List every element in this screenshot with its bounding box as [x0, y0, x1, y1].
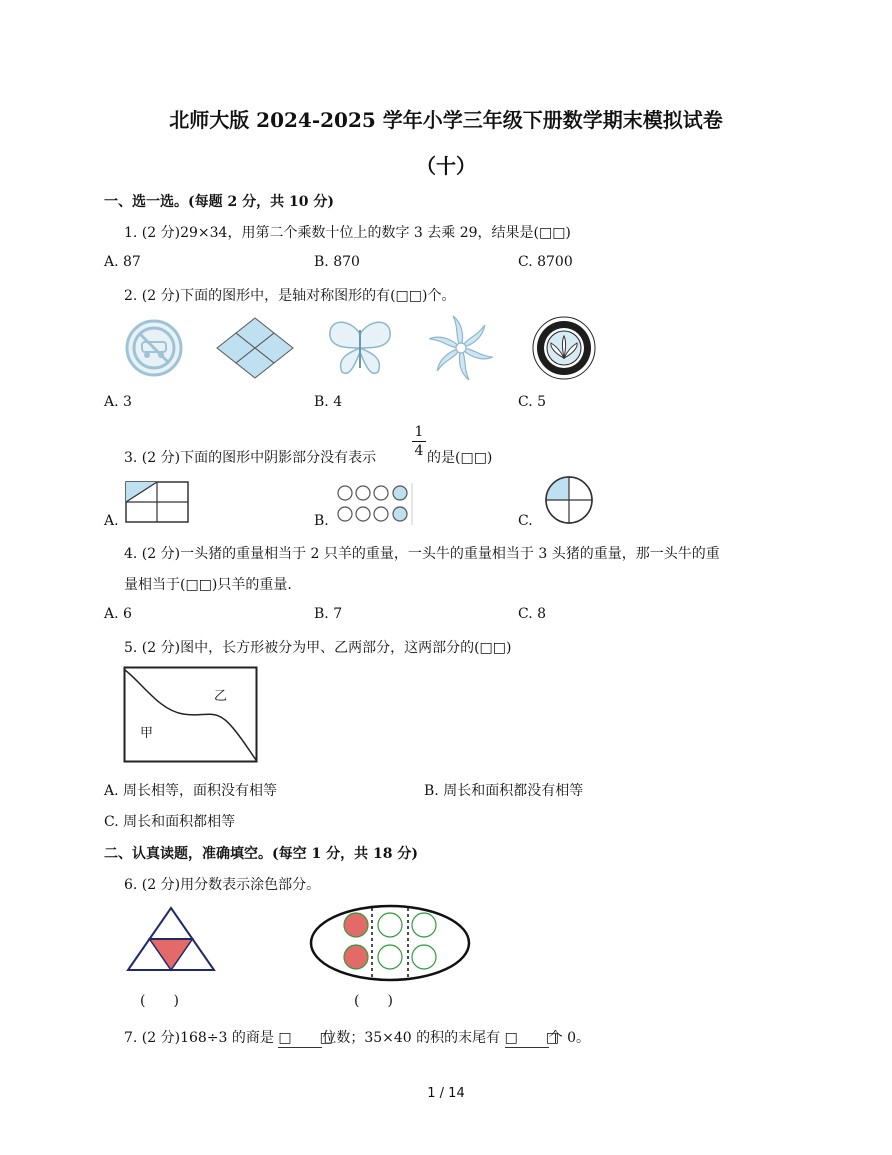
q1-option-a: A. 87 [104, 254, 141, 270]
q7-blank-1[interactable]: □ □ [278, 1027, 322, 1048]
q6-answer-paren-1[interactable]: ( ) [140, 993, 179, 1009]
q2-option-a: A. 3 [104, 394, 132, 410]
q3-fraction [412, 424, 426, 459]
question-3-start: 3. (2 分)下面的图形中阴影部分没有表示 [124, 450, 377, 466]
question-3-end: 的是(□□) [427, 450, 493, 466]
q7-part1: 7. (2 分)168÷3 的商是 [124, 1030, 274, 1046]
question-7 [124, 1027, 590, 1048]
pinwheel-flower-icon [429, 316, 492, 380]
q3-fraction-denominator: 4 [414, 443, 424, 459]
q2-option-b: B. 4 [314, 394, 343, 410]
q5-label-jia: 甲 [140, 726, 154, 741]
q7-part3: 个 0。 [548, 1030, 590, 1046]
q7-blank-2[interactable]: □ □ [505, 1027, 549, 1048]
q3-option-c: C. [518, 513, 533, 529]
page-number: 1 / 14 [427, 1086, 465, 1101]
q5-option-a: A. 周长相等，面积没有相等 [104, 783, 278, 799]
q4-option-b: B. 7 [314, 606, 343, 622]
q6-ellipse-figure [308, 903, 472, 987]
q3-figure-a [124, 480, 190, 528]
q3-figure-c [543, 474, 595, 530]
question-1: 1. (2 分)29×34，用第二个乘数十位上的数字 3 去乘 29，结果是(□□) [124, 225, 571, 241]
q3-figure-b [336, 483, 414, 529]
butterfly-icon [330, 322, 390, 373]
leaf-emblem-icon [533, 317, 595, 379]
page-subtitle: （十） [416, 154, 476, 178]
q6-triangle-figure [124, 904, 218, 978]
q6-answer-paren-2[interactable]: ( ) [354, 993, 393, 1009]
q5-option-c: C. 周长和面积都相等 [104, 814, 236, 830]
q5-label-yi: 乙 [214, 689, 228, 704]
page-title: 北师大版 2024-2025 学年小学三年级下册数学期末模拟试卷 [169, 108, 723, 132]
section-heading-2: 二、认真读题，准确填空。(每空 1 分，共 18 分) [104, 846, 418, 862]
q5-figure [123, 666, 259, 768]
rhombus-grid-icon [217, 318, 293, 378]
question-4-line1: 4. (2 分)一头猪的重量相当于 2 只羊的重量，一头牛的重量相当于 3 头猪的重量，那一头牛的重 [124, 546, 720, 562]
q2-option-c: C. 5 [518, 394, 547, 410]
q1-option-c: C. 8700 [518, 254, 573, 270]
question-4-line2: 量相当于(□□)只羊的重量. [124, 577, 292, 593]
question-2: 2. (2 分)下面的图形中，是轴对称图形的有(□□)个。 [124, 288, 456, 304]
q1-option-b: B. 870 [314, 254, 360, 270]
section-heading-1: 一、选一选。(每题 2 分，共 10 分) [104, 194, 334, 210]
no-car-sign-icon [127, 321, 181, 375]
q3-option-b: B. [314, 513, 329, 529]
q3-option-a: A. [104, 513, 119, 529]
question-6: 6. (2 分)用分数表示涂色部分。 [124, 877, 321, 893]
q4-option-c: C. 8 [518, 606, 547, 622]
q5-option-b: B. 周长和面积都没有相等 [424, 783, 584, 799]
q2-figures [124, 315, 600, 381]
q7-part2: 位数；35×40 的积的末尾有 [322, 1030, 501, 1046]
q3-fraction-numerator: 1 [414, 424, 424, 440]
question-5: 5. (2 分)图中，长方形被分为甲、乙两部分，这两部分的(□□) [124, 640, 512, 656]
q4-option-a: A. 6 [104, 606, 132, 622]
